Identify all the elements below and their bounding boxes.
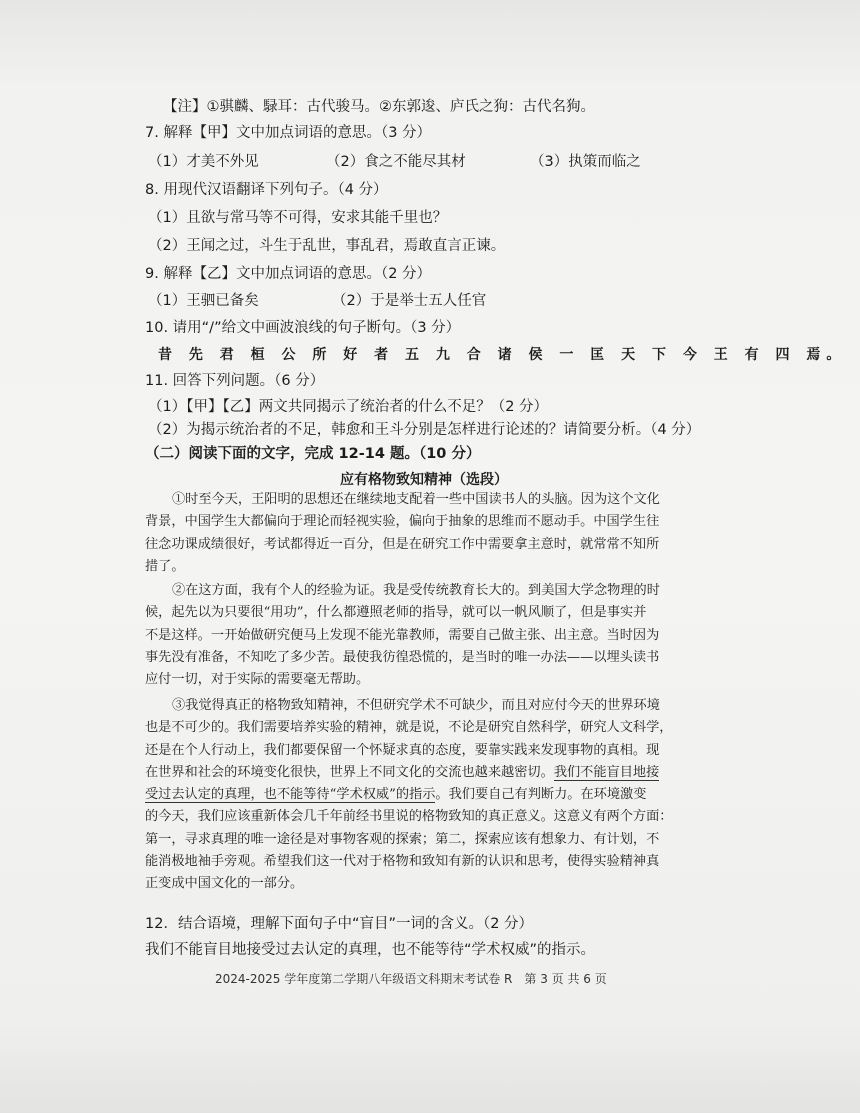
paragraph-3-line: 也是不可少的。我们需要培养实验的精神，就是说，不论是研究自然科学，研究人文科学，	[145, 720, 673, 736]
question-7-stem: 7. 解释【甲】文中加点词语的意思。（3 分）	[145, 125, 432, 141]
question-9-item-2: （2）于是举士五人任官	[332, 293, 487, 309]
paragraph-1-line: 背景，中国学生大都偏向于理论而轻视实验，偏向于抽象的思维而不愿动手。中国学生往	[145, 514, 660, 530]
question-12-sentence: 我们不能盲目地接受过去认定的真理，也不能等待“学术权威”的指示。	[145, 942, 596, 958]
paragraph-2-line: ②在这方面，我有个人的经验为证。我是受传统教育长大的。到美国大学念物理的时	[172, 583, 660, 598]
question-11-stem: 11. 回答下列问题。（6 分）	[145, 373, 325, 389]
annotation-note: 【注】①骐麟、騄耳：古代骏马。②东郭逡、庐氏之狗：古代名狗。	[163, 99, 595, 115]
paragraph-3-text: 。我们要自己有判断力。在环境激变	[435, 787, 647, 803]
paragraph-2-line: 应付一切，对于实际的需要毫无帮助。	[145, 672, 370, 688]
paragraph-1-line: ①时至今天，王阳明的思想还在继续地支配着一些中国读书人的头脑。因为这个文化	[172, 492, 660, 507]
article-paragraph-1	[145, 489, 715, 578]
paragraph-3-line: 的今天，我们应该重新体会几千年前经书里说的格物致知的真正意义。这意义有两个方面：	[145, 809, 673, 825]
question-9-item-1: （1）王驷已备矣	[148, 293, 259, 309]
paragraph-2-line: 候，起先以为只要很“用功”，什么都遵照老师的指导，就可以一帆风顺了，但是事实并	[145, 605, 647, 621]
underlined-sentence-part-1: 我们不能盲目地接	[553, 764, 660, 780]
question-8-item-2: （2）王闻之过，斗生于乱世，事乱君，焉敢直言正谏。	[148, 238, 506, 254]
question-7-item-1: （1）才美不外见	[148, 154, 259, 170]
section-2-heading: （二）阅读下面的文字，完成 12-14 题。（10 分）	[145, 446, 481, 462]
paragraph-3-line: 还是在个人行动上，我们都要保留一个怀疑求真的态度，要靠实践来发现事物的真相。现	[145, 742, 660, 758]
question-10-stem: 10. 请用“/”给文中画波浪线的句子断句。（3 分）	[145, 320, 461, 336]
paragraph-3-line-with-underline	[145, 762, 715, 784]
question-10-sentence: 昔 先 君 桓 公 所 好 者 五 九 合 诸 侯 一 匡 天 下 今 王 有 四 焉。	[158, 347, 847, 363]
paragraph-3-line: 第一，寻求真理的唯一途径是对事物客观的探索；第二，探索应该有想象力、有计划，不	[145, 831, 660, 847]
article-paragraph-3	[145, 695, 715, 896]
question-8-item-1: （1）且欲与常马等不可得，安求其能千里也？	[148, 210, 448, 226]
question-11-item-1: （1）【甲】【乙】两文共同揭示了统治者的什么不足？（2 分）	[148, 399, 549, 415]
paragraph-3-line-with-underline	[145, 784, 715, 806]
question-9-stem: 9. 解释【乙】文中加点词语的意思。（2 分）	[145, 266, 432, 282]
paragraph-1-line: 措了。	[145, 558, 185, 574]
page-footer: 2024-2025 学年度第二学期八年级语文科期末考试卷 R 第 3 页 共 6 页	[215, 972, 607, 986]
underlined-sentence-part-2: 受过去认定的真理，也不能等待“学术权威”的指示	[145, 787, 436, 803]
question-12-stem: 12．结合语境，理解下面句子中“盲目”一词的含义。（2 分）	[145, 916, 534, 932]
paragraph-1-line: 往念功课成绩很好，考试都得近一百分，但是在研究工作中需要拿主意时，就常常不知所	[145, 536, 660, 552]
paragraph-2-line: 事先没有准备，不知吃了多少苦。最使我彷徨恐慌的，是当时的唯一办法——以埋头读书	[145, 649, 660, 665]
question-8-stem: 8. 用现代汉语翻译下列句子。（4 分）	[145, 182, 388, 198]
question-7-item-2: （2）食之不能尽其材	[326, 154, 466, 170]
question-7-item-3: （3）执策而临之	[530, 154, 641, 170]
paragraph-3-line: 正变成中国文化的一部分。	[145, 876, 304, 892]
paragraph-2-line: 不是这样。一开始做研究便马上发现不能光靠教师，需要自己做主张、出主意。当时因为	[145, 627, 660, 643]
paragraph-3-text: 在世界和社会的环境变化很快，世界上不同文化的交流也越来越密切。	[145, 764, 554, 780]
paragraph-3-line: ③我觉得真正的格物致知精神，不但研究学术不可缺少，而且对应付今天的世界环境	[172, 698, 660, 713]
article-title: 应有格物致知精神（选段）	[340, 472, 508, 488]
article-paragraph-2	[145, 580, 715, 691]
question-11-item-2: （2）为揭示统治者的不足，韩愈和王斗分别是怎样进行论述的？请简要分析。（4 分）	[148, 422, 701, 438]
paragraph-3-line: 能消极地袖手旁观。希望我们这一代对于格物和致知有新的认识和思考，使得实验精神真	[145, 854, 660, 870]
